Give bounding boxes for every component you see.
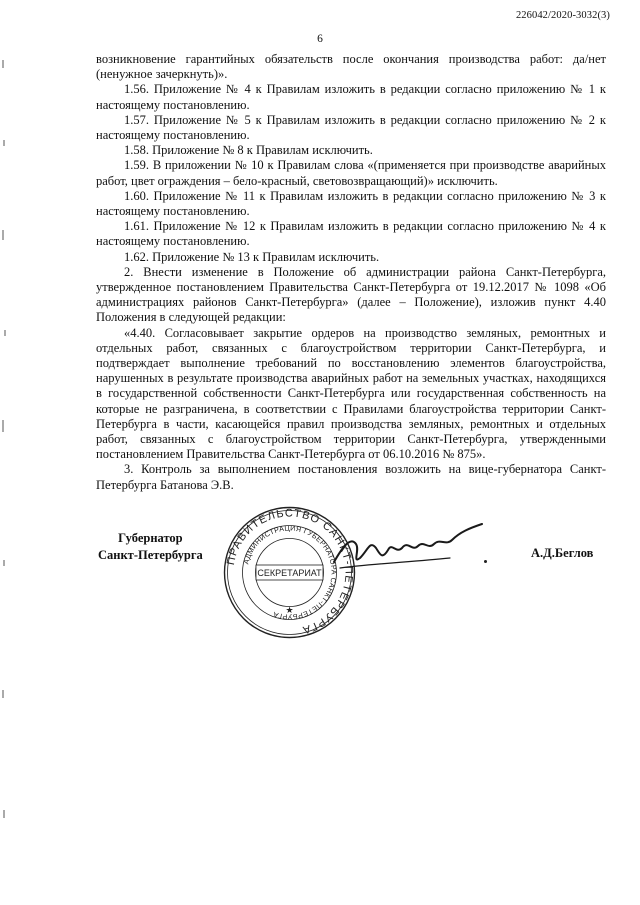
document-body — [96, 52, 606, 493]
paragraph: возникновение гарантийных обязательств после окончания производства работ: да/нет (ненужное зачеркнуть)». — [96, 52, 606, 82]
paragraph: 1.60. Приложение № 11 к Правилам изложить в редакции согласно приложению № 3 к настоящему постановлению. — [96, 188, 606, 219]
quoted-paragraph: «4.40. Согласовывает закрытие ордеров на производство земляных, ремонтных и отдельных работ, связанных с благоустройством территории Санкт-Петербурга, и подтверждает выполнение требований по восстановлению элементов благоустройства, нарушенных в результате производства аварийных работ на земельных участках, находящихся в государственной собственности Санкт-Петербурга или государственная собственность на которые не разграничена, в соответствии с Правилами благоустройства территории Санкт-Петербурга в части, касающейся правил производства земляных, ремонтных и отдельных работ, связанных с благоустройством территории Санкт-Петербурга, утвержденными постановлением Правительства Санкт-Петербурга от 06.10.2016 № 875». — [96, 325, 606, 462]
seal-outer-ring-text: ПРАВИТЕЛЬСТВО САНКТ-ПЕТЕРБУРГА — [224, 507, 355, 637]
seal-center-label: СЕКРЕТАРИАТ — [257, 568, 322, 578]
paragraph: 1.62. Приложение № 13 к Правилам исключить. — [124, 249, 380, 264]
signatory-title-line: Губернатор — [118, 531, 183, 545]
paragraph: 1.59. В приложении № 10 к Правилам слова «(применяется при производстве аварийных работ, цвет ограждения – бело-красный, световозвращающий)» исключить. — [96, 158, 606, 188]
paragraph: 2. Внести изменение в Положение об администрации района Санкт-Петербурга, утвержденное постановлением Правительства Санкт-Петербурга от 19.12.2017 № 1098 «Об администрациях районов Санкт-Петербурга» (далее – Положение), изложив пункт 4.40 Положения в следующей редакции: — [96, 264, 606, 325]
signature-dot — [484, 560, 487, 563]
paragraph: 1.56. Приложение № 4 к Правилам изложить в редакции согласно приложению № 1 к настоящему постановлению. — [96, 82, 606, 112]
seal-star-icon: ★ — [285, 605, 294, 615]
seal-inner-ring-text: АДМИНИСТРАЦИЯ ГУБЕРНАТОРА САНКТ-ПЕТЕРБУРГА — [241, 523, 339, 622]
signatory-title — [98, 530, 203, 564]
paragraph: 1.61. Приложение № 12 к Правилам изложить в редакции согласно приложению № 4 к настоящему постановлению. — [96, 219, 606, 249]
paragraph: 1.58. Приложение № 8 к Правилам исключить. — [124, 143, 373, 158]
signatory-title-line: Санкт-Петербурга — [98, 548, 203, 562]
paragraph: 3. Контроль за выполнением постановления возложить на вице-губернатора Санкт-Петербурга Батанова Э.В. — [96, 462, 606, 492]
paragraph: 1.57. Приложение № 5 к Правилам изложить в редакции согласно приложению № 2 к настоящему постановлению. — [96, 112, 606, 143]
signatory-name: А.Д.Беглов — [531, 546, 594, 560]
handwritten-signature — [330, 518, 490, 578]
document-number: 226042/2020-3032(3) — [515, 10, 610, 21]
scan-edge-artifacts — [0, 0, 8, 905]
page-number: 6 — [317, 33, 323, 45]
